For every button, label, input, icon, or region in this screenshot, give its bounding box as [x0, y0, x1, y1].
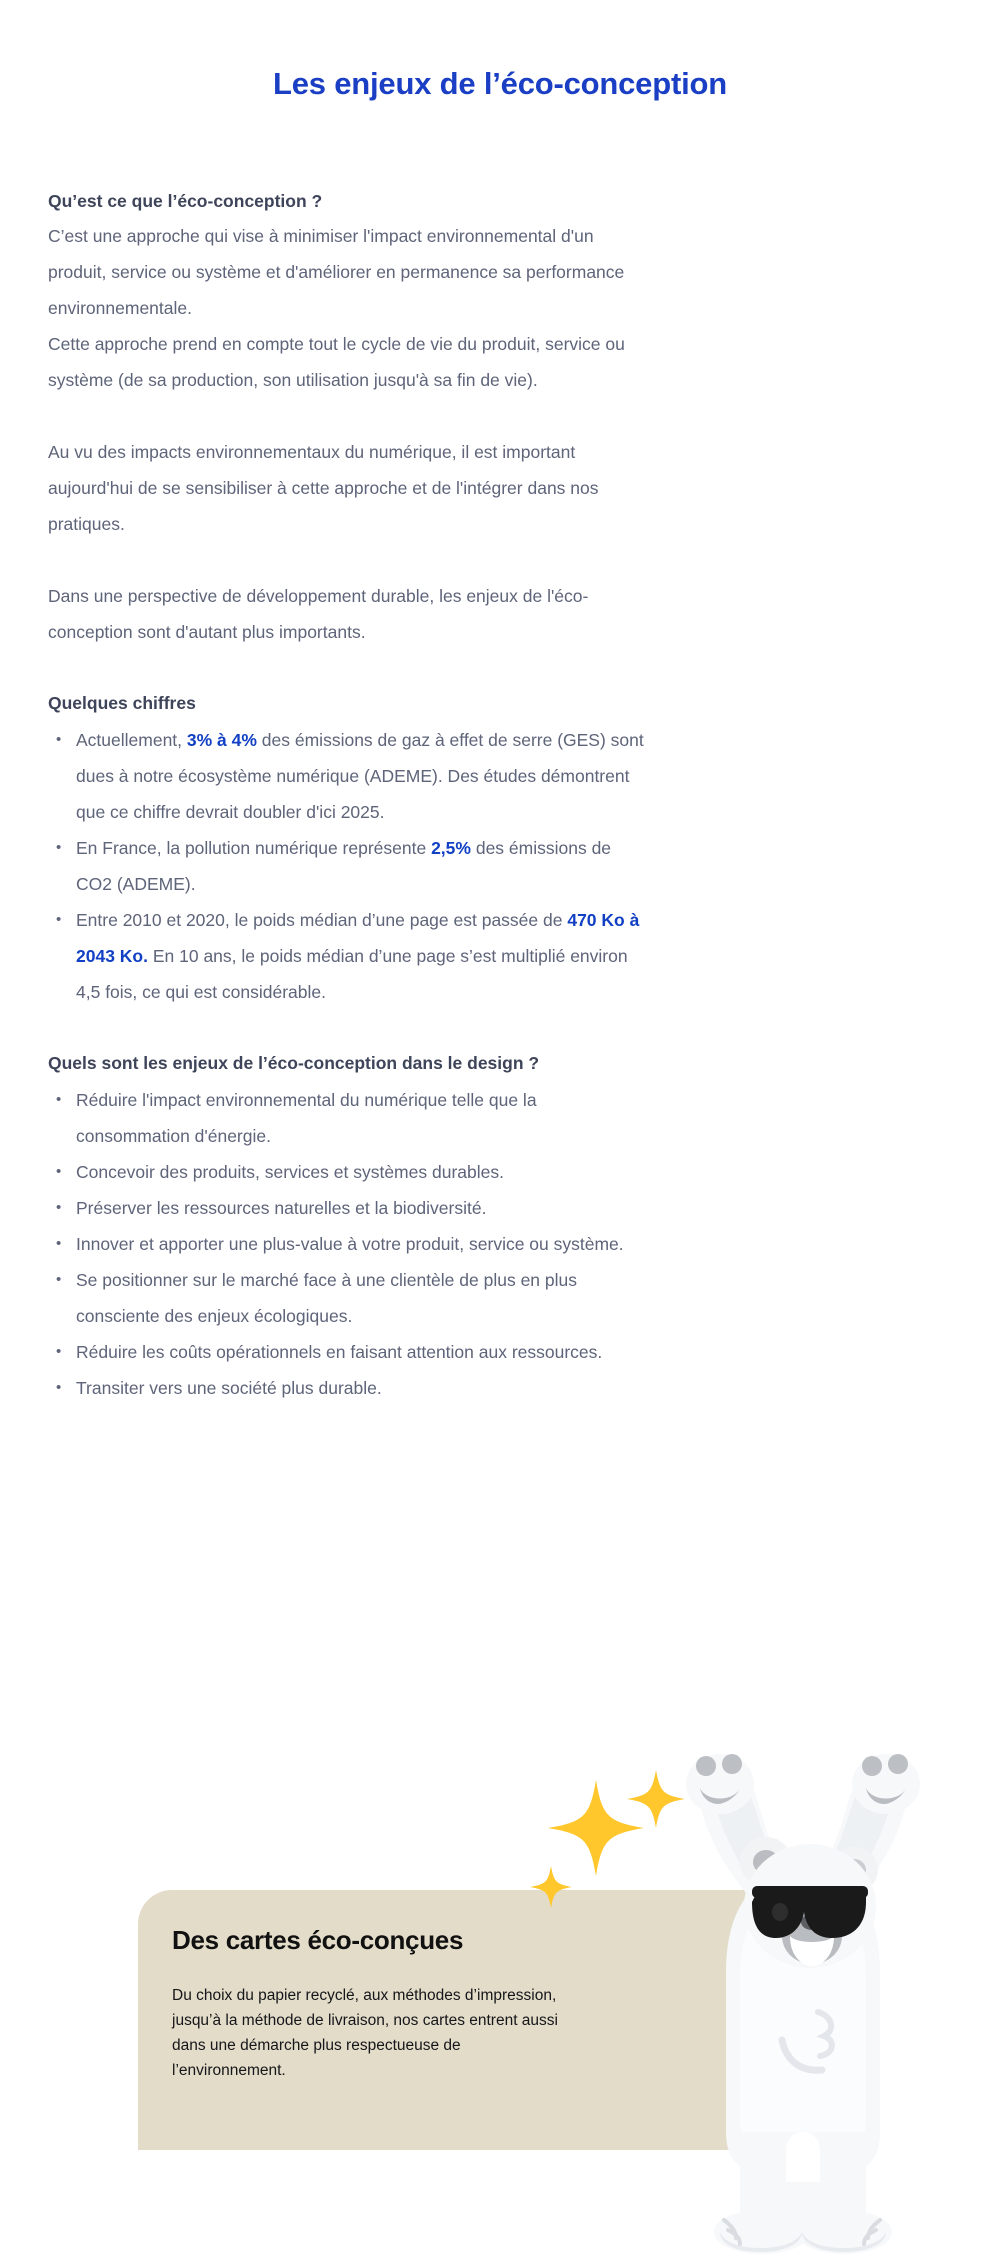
list-item: • Se positionner sur le marché face à une clientèle de plus en plus consciente des enjeux écologiques. [48, 1262, 648, 1334]
design-stakes-list [48, 1082, 648, 1406]
definition-paragraph-3: Au vu des impacts environnementaux du numérique, il est important aujourd'hui de se sensibiliser à cette approche et de l'intégrer dans nos pratiques. [48, 442, 599, 534]
figure-highlight: 3% à 4% [186, 730, 257, 750]
list-item: • Réduire l'impact environnemental du numérique telle que la consommation d'énergie. [48, 1082, 648, 1154]
paragraph-spacer [48, 542, 648, 578]
figures-heading: Quelques chiffres [48, 693, 196, 713]
figure-text-after: En 10 ans, le poids médian d’une page s’est multiplié environ 4,5 fois, ce qui est considérable. [76, 946, 628, 1002]
list-item: • Transiter vers une société plus durable. [48, 1370, 648, 1406]
list-item [48, 722, 648, 830]
figure-text-after: des émissions de gaz à effet de serre (GES) sont dues à notre écosystème numérique (ADEME). Des études démontrent que ce chiffre devrait doubler d'ici 2025. [76, 730, 644, 822]
promo-title: Des cartes éco-conçues [172, 1925, 464, 1955]
design-stakes-heading: Quels sont les enjeux de l’éco-conception dans le design ? [48, 1053, 540, 1073]
section-definition [48, 186, 648, 650]
definition-paragraph-2: Cette approche prend en compte tout le cycle de vie du produit, service ou système (de sa production, son utilisation jusqu'à sa fin de vie). [48, 334, 625, 390]
section-spacer [48, 1010, 648, 1048]
article-content [48, 186, 648, 1406]
figure-text-before: En France, la pollution numérique représente [76, 838, 432, 858]
polar-bear-illustration [640, 1740, 960, 2261]
promo-body: Du choix du papier recyclé, aux méthodes d’impression, jusqu’à la méthode de livraison, nos cartes entrent aussi dans une démarche plus respectueuse de l’environnement. [172, 1987, 558, 2079]
figure-highlight: 470 Ko à 2043 Ko. [76, 910, 640, 966]
figure-text-before: Entre 2010 et 2020, le poids médian d’une page est passée de [76, 910, 568, 930]
list-item [48, 902, 648, 1010]
list-item: • Innover et apporter une plus-value à votre produit, service ou système. [48, 1226, 648, 1262]
definition-paragraph-1: C’est une approche qui vise à minimiser l'impact environnemental d'un produit, service ou système et d'améliorer en permanence sa performance environnementale. [48, 226, 625, 318]
figures-list [48, 722, 648, 1010]
list-item: • Préserver les ressources naturelles et la biodiversité. [48, 1190, 648, 1226]
figure-highlight: 2,5% [431, 838, 471, 858]
section-spacer [48, 650, 648, 688]
figure-text-before: Actuellement, [76, 730, 187, 750]
list-item [48, 830, 648, 902]
paragraph-spacer [48, 398, 648, 434]
page-title: Les enjeux de l’éco-conception [273, 66, 727, 101]
section-design-stakes [48, 1048, 648, 1406]
promo-section [0, 1740, 1000, 2261]
figure-text-after: des émissions de CO2 (ADEME). [76, 838, 612, 894]
section-figures [48, 688, 648, 1010]
definition-paragraph-4: Dans une perspective de développement durable, les enjeux de l'éco-conception sont d'autant plus importants. [48, 586, 589, 642]
list-item: • Réduire les coûts opérationnels en faisant attention aux ressources. [48, 1334, 648, 1370]
definition-heading: Qu’est ce que l’éco-conception ? [48, 191, 323, 211]
list-item: • Concevoir des produits, services et systèmes durables. [48, 1154, 648, 1190]
